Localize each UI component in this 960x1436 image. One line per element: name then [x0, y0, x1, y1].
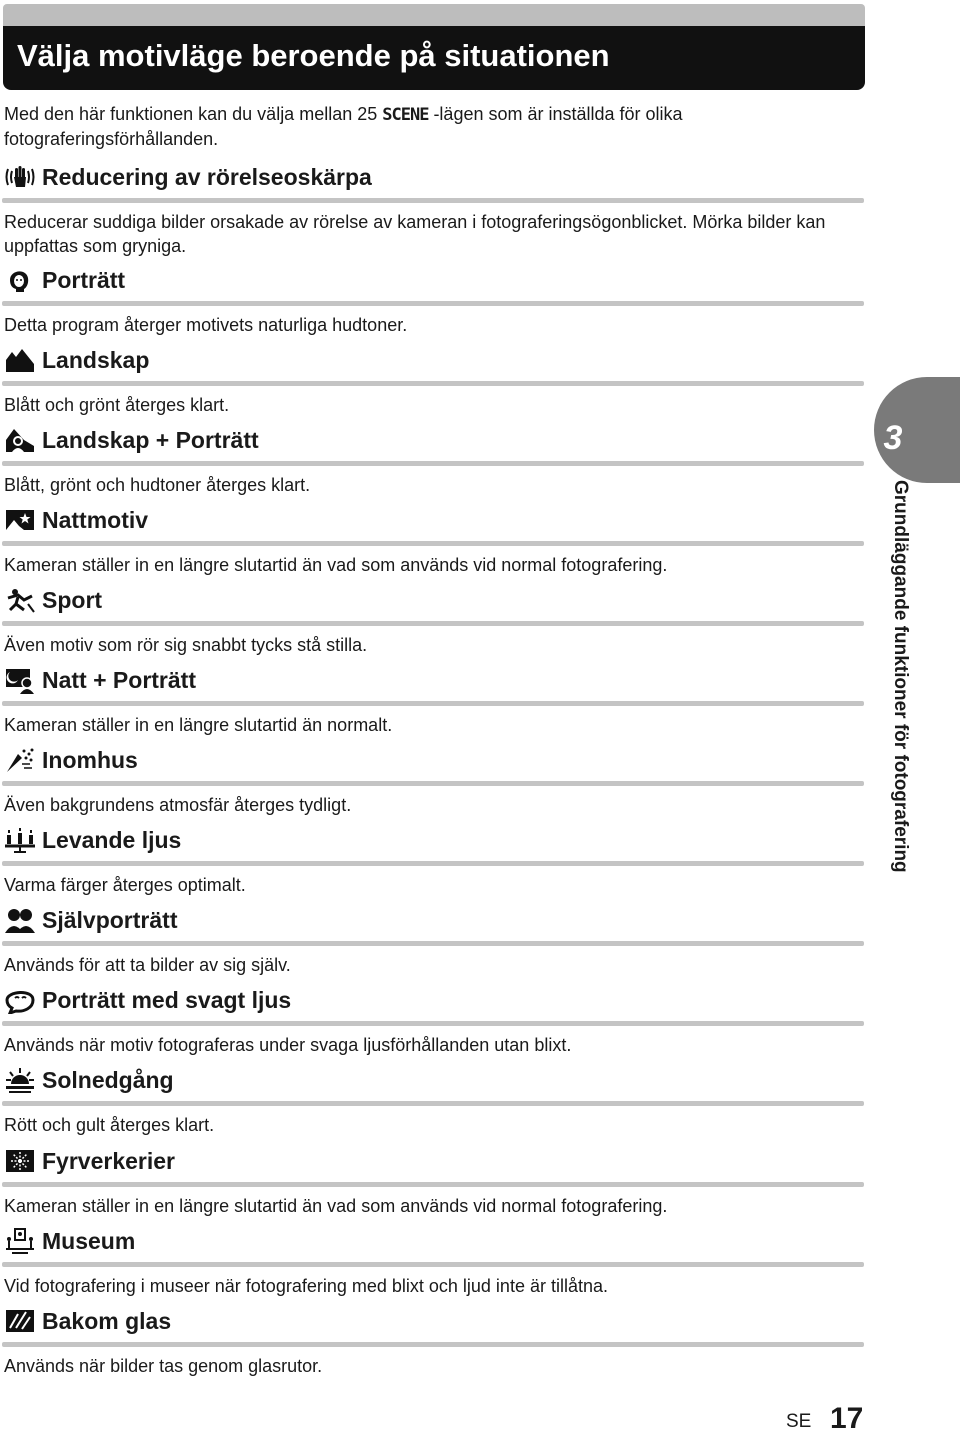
- section-divider: [2, 1342, 864, 1347]
- sport-icon: [4, 586, 36, 614]
- indoor-icon: [4, 746, 36, 774]
- title-bar-top-strip: [3, 4, 865, 28]
- section-description: Blått, grönt och hudtoner återges klart.: [4, 475, 311, 495]
- section-divider: [2, 861, 864, 866]
- title-bar: [3, 26, 865, 90]
- section-title: Självporträtt: [42, 906, 178, 933]
- scene-section-available-light-portrait: [0, 985, 866, 1065]
- section-title: Landskap: [42, 346, 150, 373]
- section-divider: [2, 1101, 864, 1106]
- scene-section-shake-reduction: [0, 162, 866, 256]
- available-light-portrait-icon: [4, 986, 36, 1014]
- section-heading: [4, 825, 181, 855]
- fireworks-icon: [4, 1147, 36, 1175]
- section-title: Landskap + Porträtt: [42, 426, 259, 453]
- footer-language-code: SE: [786, 1411, 812, 1432]
- section-title: Solnedgång: [42, 1066, 174, 1093]
- section-heading: [4, 1306, 171, 1336]
- scene-section-fireworks: [0, 1146, 866, 1226]
- section-divider: [2, 541, 864, 546]
- section-heading: [4, 665, 196, 695]
- intro-text-before: Med den här funktionen kan du välja mellan 25: [4, 104, 383, 124]
- landscape-portrait-icon: [4, 426, 36, 454]
- section-title: Porträtt: [42, 266, 126, 293]
- behind-glass-icon: [4, 1307, 36, 1335]
- section-heading: [4, 1146, 175, 1176]
- section-heading: [4, 745, 138, 775]
- page-title: Välja motivläge beroende på situationen: [17, 38, 610, 73]
- scene-section-night-scene: [0, 505, 866, 585]
- scene-section-sport: [0, 585, 866, 665]
- chapter-number: 3: [883, 419, 903, 457]
- section-divider: [2, 1262, 864, 1267]
- night-scene-icon: [4, 506, 36, 534]
- scene-section-candle: [0, 825, 866, 905]
- section-divider: [2, 198, 864, 203]
- section-heading: [4, 345, 149, 375]
- sunset-icon: [4, 1066, 36, 1094]
- scene-mode-glyph: SCENE: [382, 105, 429, 125]
- section-description: Detta program återger motivets naturliga hudtoner.: [4, 315, 408, 335]
- section-divider: [2, 781, 864, 786]
- landscape-icon: [4, 346, 36, 374]
- section-title: Bakom glas: [42, 1307, 172, 1334]
- section-title: Fyrverkerier: [42, 1147, 175, 1174]
- scene-section-sunset: [0, 1065, 866, 1145]
- scene-section-landscape: [0, 345, 866, 425]
- section-divider: [2, 941, 864, 946]
- section-divider: [2, 381, 864, 386]
- candle-icon: [4, 826, 36, 854]
- section-heading: [4, 1065, 174, 1095]
- section-heading: [4, 585, 102, 615]
- section-description: Rött och gult återges klart.: [4, 1115, 215, 1135]
- section-description: Kameran ställer in en längre slutartid än vad som används vid normal fotografering.: [4, 1196, 668, 1216]
- section-heading: [4, 905, 177, 935]
- section-heading: [4, 1226, 135, 1256]
- night-portrait-icon: [4, 666, 36, 694]
- section-title: Sport: [42, 586, 103, 613]
- section-description: Används när bilder tas genom glasrutor.: [4, 1356, 323, 1376]
- section-divider: [2, 301, 864, 306]
- intro-text-after: -lägen som är inställda för olika fotograferingsförhållanden.: [4, 104, 683, 149]
- section-heading: [4, 162, 372, 192]
- page-number: 17: [830, 1402, 864, 1435]
- section-title: Porträtt med svagt ljus: [42, 986, 292, 1013]
- section-title: Nattmotiv: [42, 506, 149, 533]
- section-heading: [4, 985, 291, 1015]
- section-divider: [2, 701, 864, 706]
- section-description: Vid fotografering i museer när fotografering med blixt och ljud inte är tillåtna.: [4, 1276, 608, 1296]
- scene-section-museum: [0, 1226, 866, 1306]
- section-description: Används för att ta bilder av sig själv.: [4, 955, 291, 975]
- section-title: Natt + Porträtt: [42, 666, 196, 693]
- chapter-side-label: Grundläggande funktioner för fotografering: [890, 480, 911, 873]
- portrait-icon: [4, 266, 36, 294]
- section-heading: [4, 265, 125, 295]
- scene-section-indoor: [0, 745, 866, 825]
- section-description: Även motiv som rör sig snabbt tycks stå stilla.: [4, 635, 368, 655]
- scene-section-behind-glass: [0, 1306, 866, 1386]
- section-description: Reducerar suddiga bilder orsakade av rörelse av kameran i fotograferingsögonblicket. Mörka bilder kan uppfattas som gryniga.: [4, 212, 826, 256]
- section-description: Varma färger återges optimalt.: [4, 875, 246, 895]
- shake-reduction-icon: [4, 163, 36, 191]
- section-description: Blått och grönt återges klart.: [4, 395, 230, 415]
- scene-section-portrait: [0, 265, 866, 345]
- intro-paragraph: [4, 102, 854, 151]
- scene-section-self-portrait: [0, 905, 866, 985]
- section-title: Museum: [42, 1227, 136, 1254]
- museum-icon: [4, 1227, 36, 1255]
- section-heading: [4, 425, 259, 455]
- section-description: Kameran ställer in en längre slutartid än vad som används vid normal fotografering.: [4, 555, 668, 575]
- scene-section-landscape-portrait: [0, 425, 866, 505]
- section-divider: [2, 461, 864, 466]
- section-divider: [2, 1021, 864, 1026]
- section-description: Även bakgrundens atmosfär återges tydligt.: [4, 795, 352, 815]
- scene-section-night-portrait: [0, 665, 866, 745]
- section-title: Levande ljus: [42, 826, 182, 853]
- section-divider: [2, 1182, 864, 1187]
- section-description: Kameran ställer in en längre slutartid än normalt.: [4, 715, 393, 735]
- section-title: Reducering av rörelseoskärpa: [42, 163, 372, 190]
- section-heading: [4, 505, 148, 535]
- self-portrait-icon: [4, 906, 36, 934]
- section-divider: [2, 621, 864, 626]
- section-title: Inomhus: [42, 746, 138, 773]
- section-description: Används när motiv fotograferas under svaga ljusförhållanden utan blixt.: [4, 1035, 572, 1055]
